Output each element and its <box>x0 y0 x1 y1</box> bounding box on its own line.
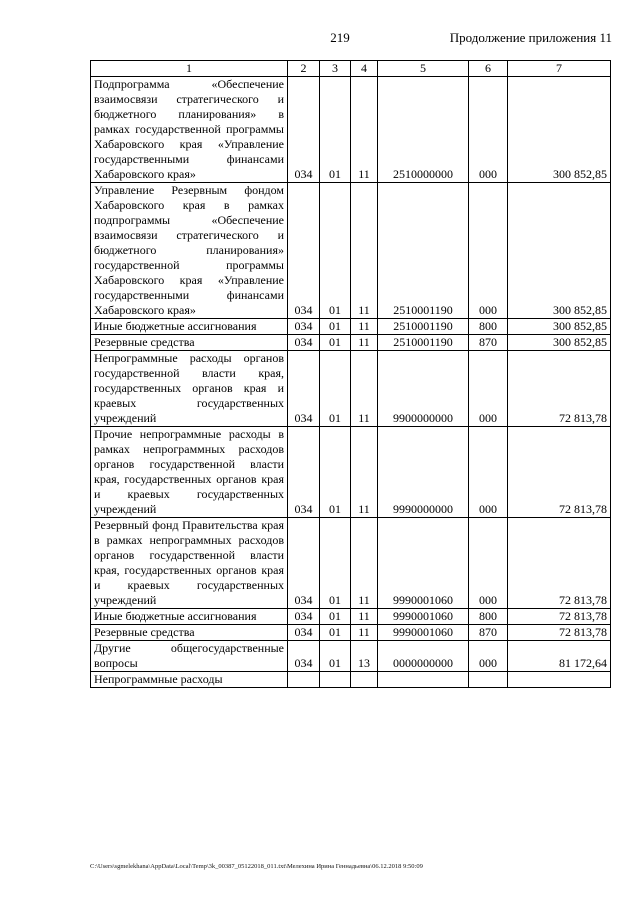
row-name: Другие общегосударственные вопросы <box>91 641 288 672</box>
row-col-2: 034 <box>288 625 320 641</box>
row-col-5: 9990001060 <box>378 609 469 625</box>
table-row <box>91 672 611 688</box>
row-col-5: 9900000000 <box>378 351 469 427</box>
row-name: Непрограммные расходы <box>91 672 288 688</box>
row-col-6: 800 <box>469 319 508 335</box>
row-col-7: 72 813,78 <box>508 427 611 518</box>
page-number: 219 <box>330 30 350 45</box>
table-row <box>91 427 611 518</box>
row-col-7: 72 813,78 <box>508 625 611 641</box>
row-col-2: 034 <box>288 609 320 625</box>
row-col-5: 9990000000 <box>378 427 469 518</box>
appendix-title: Продолжение приложения 11 <box>449 30 612 45</box>
row-col-2: 034 <box>288 335 320 351</box>
row-col-6: 870 <box>469 335 508 351</box>
row-col-4: 11 <box>351 351 378 427</box>
row-col-3: 01 <box>320 625 351 641</box>
row-col-6: 000 <box>469 518 508 609</box>
column-header-1: 1 <box>91 61 288 77</box>
row-col-6: 000 <box>469 77 508 183</box>
table-row <box>91 351 611 427</box>
row-col-7: 300 852,85 <box>508 183 611 319</box>
budget-table <box>90 60 611 688</box>
row-col-5: 9990001060 <box>378 518 469 609</box>
row-name: Прочие непрограммные расходы в рамках непрограммных расходов органов государственной власти края, государственных органов края и краевых государственных учреждений <box>91 427 288 518</box>
footer-file-path: C:\Users\sgmelekhana\AppData\Local\Temp\3k_00387_05122018_011.txt\Мелехина Ирина Геннадьевна\06.12.2018 9:50:09 <box>90 863 423 870</box>
row-col-4: 11 <box>351 625 378 641</box>
row-col-4: 11 <box>351 319 378 335</box>
column-number-row <box>91 61 611 77</box>
row-name: Подпрограмма «Обеспечение взаимосвязи стратегического и бюджетного планирования» в рамках государственной программы Хабаровского края «Управление государственными финансами Хабаровского края» <box>91 77 288 183</box>
row-col-3: 01 <box>320 609 351 625</box>
row-col-4 <box>351 672 378 688</box>
row-name: Резервные средства <box>91 335 288 351</box>
column-header-5: 5 <box>378 61 469 77</box>
column-header-3: 3 <box>320 61 351 77</box>
row-col-3: 01 <box>320 518 351 609</box>
table-row <box>91 625 611 641</box>
row-col-2: 034 <box>288 319 320 335</box>
row-col-2: 034 <box>288 518 320 609</box>
row-col-2: 034 <box>288 427 320 518</box>
row-col-2: 034 <box>288 641 320 672</box>
row-col-6: 000 <box>469 641 508 672</box>
row-name: Непрограммные расходы органов государственной власти края, государственных органов края и краевых государственных учреждений <box>91 351 288 427</box>
row-col-3: 01 <box>320 351 351 427</box>
row-col-7: 300 852,85 <box>508 319 611 335</box>
row-col-6: 870 <box>469 625 508 641</box>
row-col-6: 000 <box>469 427 508 518</box>
row-col-3: 01 <box>320 641 351 672</box>
row-col-4: 11 <box>351 427 378 518</box>
row-col-6: 800 <box>469 609 508 625</box>
table-row <box>91 641 611 672</box>
row-col-3 <box>320 672 351 688</box>
table-row <box>91 335 611 351</box>
row-name: Иные бюджетные ассигнования <box>91 609 288 625</box>
row-col-7: 81 172,64 <box>508 641 611 672</box>
row-col-2: 034 <box>288 77 320 183</box>
row-col-4: 11 <box>351 518 378 609</box>
row-col-7: 72 813,78 <box>508 351 611 427</box>
row-col-6: 000 <box>469 351 508 427</box>
row-col-4: 11 <box>351 609 378 625</box>
row-col-4: 13 <box>351 641 378 672</box>
row-col-7: 300 852,85 <box>508 335 611 351</box>
column-header-7: 7 <box>508 61 611 77</box>
row-col-7: 72 813,78 <box>508 518 611 609</box>
row-name: Резервные средства <box>91 625 288 641</box>
row-col-5 <box>378 672 469 688</box>
row-col-4: 11 <box>351 335 378 351</box>
row-col-3: 01 <box>320 335 351 351</box>
row-col-7 <box>508 672 611 688</box>
column-header-2: 2 <box>288 61 320 77</box>
row-col-6 <box>469 672 508 688</box>
column-header-6: 6 <box>469 61 508 77</box>
table-row <box>91 319 611 335</box>
row-col-5: 2510001190 <box>378 335 469 351</box>
row-col-5: 2510001190 <box>378 183 469 319</box>
row-col-2: 034 <box>288 183 320 319</box>
table-row <box>91 609 611 625</box>
row-col-5: 9990001060 <box>378 625 469 641</box>
row-name: Иные бюджетные ассигнования <box>91 319 288 335</box>
row-col-5: 2510001190 <box>378 319 469 335</box>
table-row <box>91 183 611 319</box>
row-col-7: 72 813,78 <box>508 609 611 625</box>
row-col-2: 034 <box>288 351 320 427</box>
row-col-3: 01 <box>320 427 351 518</box>
row-col-5: 2510000000 <box>378 77 469 183</box>
row-name: Резервный фонд Правительства края в рамках непрограммных расходов органов государственной власти края, государственных органов края и краевых государственных учреждений <box>91 518 288 609</box>
row-col-3: 01 <box>320 319 351 335</box>
row-col-6: 000 <box>469 183 508 319</box>
row-col-5: 0000000000 <box>378 641 469 672</box>
row-name: Управление Резервным фондом Хабаровского края в рамках подпрограммы «Обеспечение взаимосвязи стратегического и бюджетного планирования» государственной программы Хабаровского края «Управление государственными финансами Хабаровского края» <box>91 183 288 319</box>
row-col-3: 01 <box>320 77 351 183</box>
row-col-4: 11 <box>351 77 378 183</box>
row-col-4: 11 <box>351 183 378 319</box>
table-row <box>91 77 611 183</box>
row-col-7: 300 852,85 <box>508 77 611 183</box>
column-header-4: 4 <box>351 61 378 77</box>
row-col-3: 01 <box>320 183 351 319</box>
row-col-2 <box>288 672 320 688</box>
table-row <box>91 518 611 609</box>
